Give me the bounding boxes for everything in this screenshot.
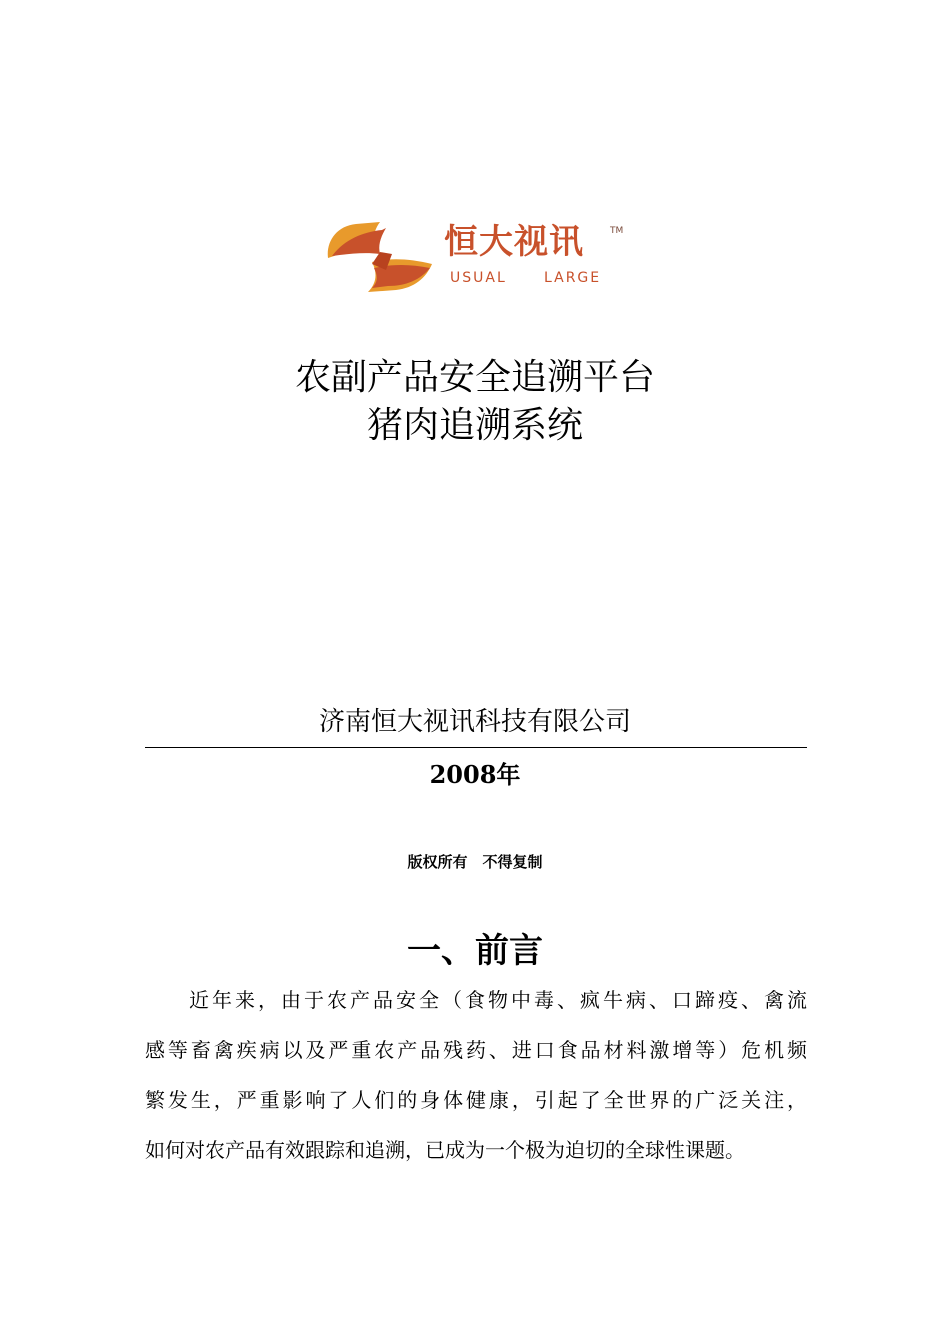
document-title-line-2: 猪肉追溯系统: [366, 405, 583, 446]
logo-trademark: TM: [610, 226, 624, 236]
section-heading: 一、前言: [407, 931, 543, 971]
logo-english-left: USUAL: [450, 270, 507, 286]
divider-rule: [145, 747, 807, 748]
logo-mark-icon: [322, 218, 440, 294]
section-paragraph: [145, 982, 807, 1182]
publication-year: 2008年: [429, 760, 521, 789]
document-title-line-1: 农副产品安全追溯平台: [294, 357, 655, 398]
company-name: 济南恒大视讯科技有限公司: [318, 707, 631, 737]
paragraph-line: 繁发生，严重影响了人们的身体健康，引起了全世界的广泛关注，: [145, 1088, 807, 1112]
logo-english-right: LARGE: [544, 270, 602, 286]
logo-chinese-name: 恒大视讯: [444, 222, 584, 262]
paragraph-line: 如何对农产品有效跟踪和追溯，已成为一个极为迫切的全球性课题。: [145, 1138, 745, 1162]
paragraph-line: 感等畜禽疾病以及严重农产品残药、进口食品材料激增等）危机频: [145, 1038, 807, 1062]
copyright-notice: 版权所有 不得复制: [407, 853, 543, 871]
paragraph-line: 近年来，由于农产品安全（食物中毒、疯牛病、口蹄疫、禽流: [189, 988, 807, 1012]
company-logo: [322, 218, 632, 294]
